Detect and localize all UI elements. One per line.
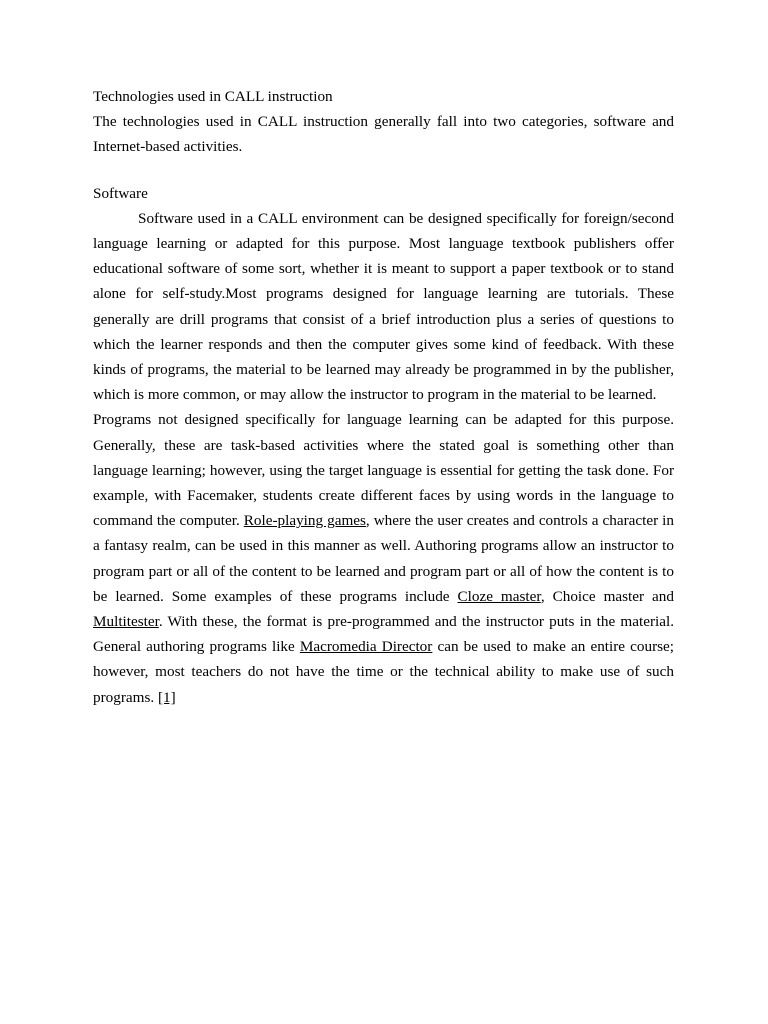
document-title: Technologies used in CALL instruction [93, 88, 333, 105]
paragraph-text: , Choice master and [540, 587, 674, 605]
software-paragraph-2 [93, 407, 674, 709]
paragraph-text: Programs not designed specifically for language learning can be adapted for this purpose. Generally, these are task-based activities where the stated goal is something other than language learning; however, using the target language is essential for getting the task done. For example, with Facemaker, students create different faces by using words in the language to command the computer. [93, 411, 674, 530]
reference-link-1[interactable]: [1] [157, 688, 176, 706]
paragraph-text: can be used to make an entire course; however, most teachers do not have the time or the technical ability to make use of such programs. [93, 638, 675, 706]
paragraph-text: . With these, the format is pre-programmed and the instructor puts in the material. General authoring programs like [93, 613, 674, 656]
document-body [93, 84, 674, 710]
role-playing-games-link[interactable]: Role-playing games [243, 512, 366, 530]
multitester-link[interactable]: Multitester [93, 613, 159, 631]
section-heading-software: Software [93, 184, 148, 202]
paragraph-spacer [93, 160, 674, 181]
macromedia-director-link[interactable]: Macromedia Director [299, 638, 433, 656]
software-paragraph-1: Software used in a CALL environment can be designed specifically for foreign/second language learning or adapted for this purpose. Most language textbook publishers offer educational software of some sort, whether it is meant to support a paper textbook or to stand alone for self-study.Most programs designed for language learning are tutorials. These generally are drill programs that consist of a brief introduction plus a series of questions to which the learner responds and then the computer gives some kind of feedback. With these kinds of programs, the material to be learned may already be programmed in by the publisher, which is more common, or may allow the instructor to program in the material to be learned. [93, 209, 674, 404]
intro-paragraph: The technologies used in CALL instruction generally fall into two categories, software and Internet-based activities. [93, 113, 674, 156]
cloze-master-link[interactable]: Cloze master [457, 587, 541, 605]
paragraph-text: , where the user creates and controls a character in a fantasy realm, can be used in this manner as well. Authoring programs allow an instructor to program part or all of the content to be learned and program part or all of how the content is to be learned. Some examples of these programs include [93, 512, 674, 605]
